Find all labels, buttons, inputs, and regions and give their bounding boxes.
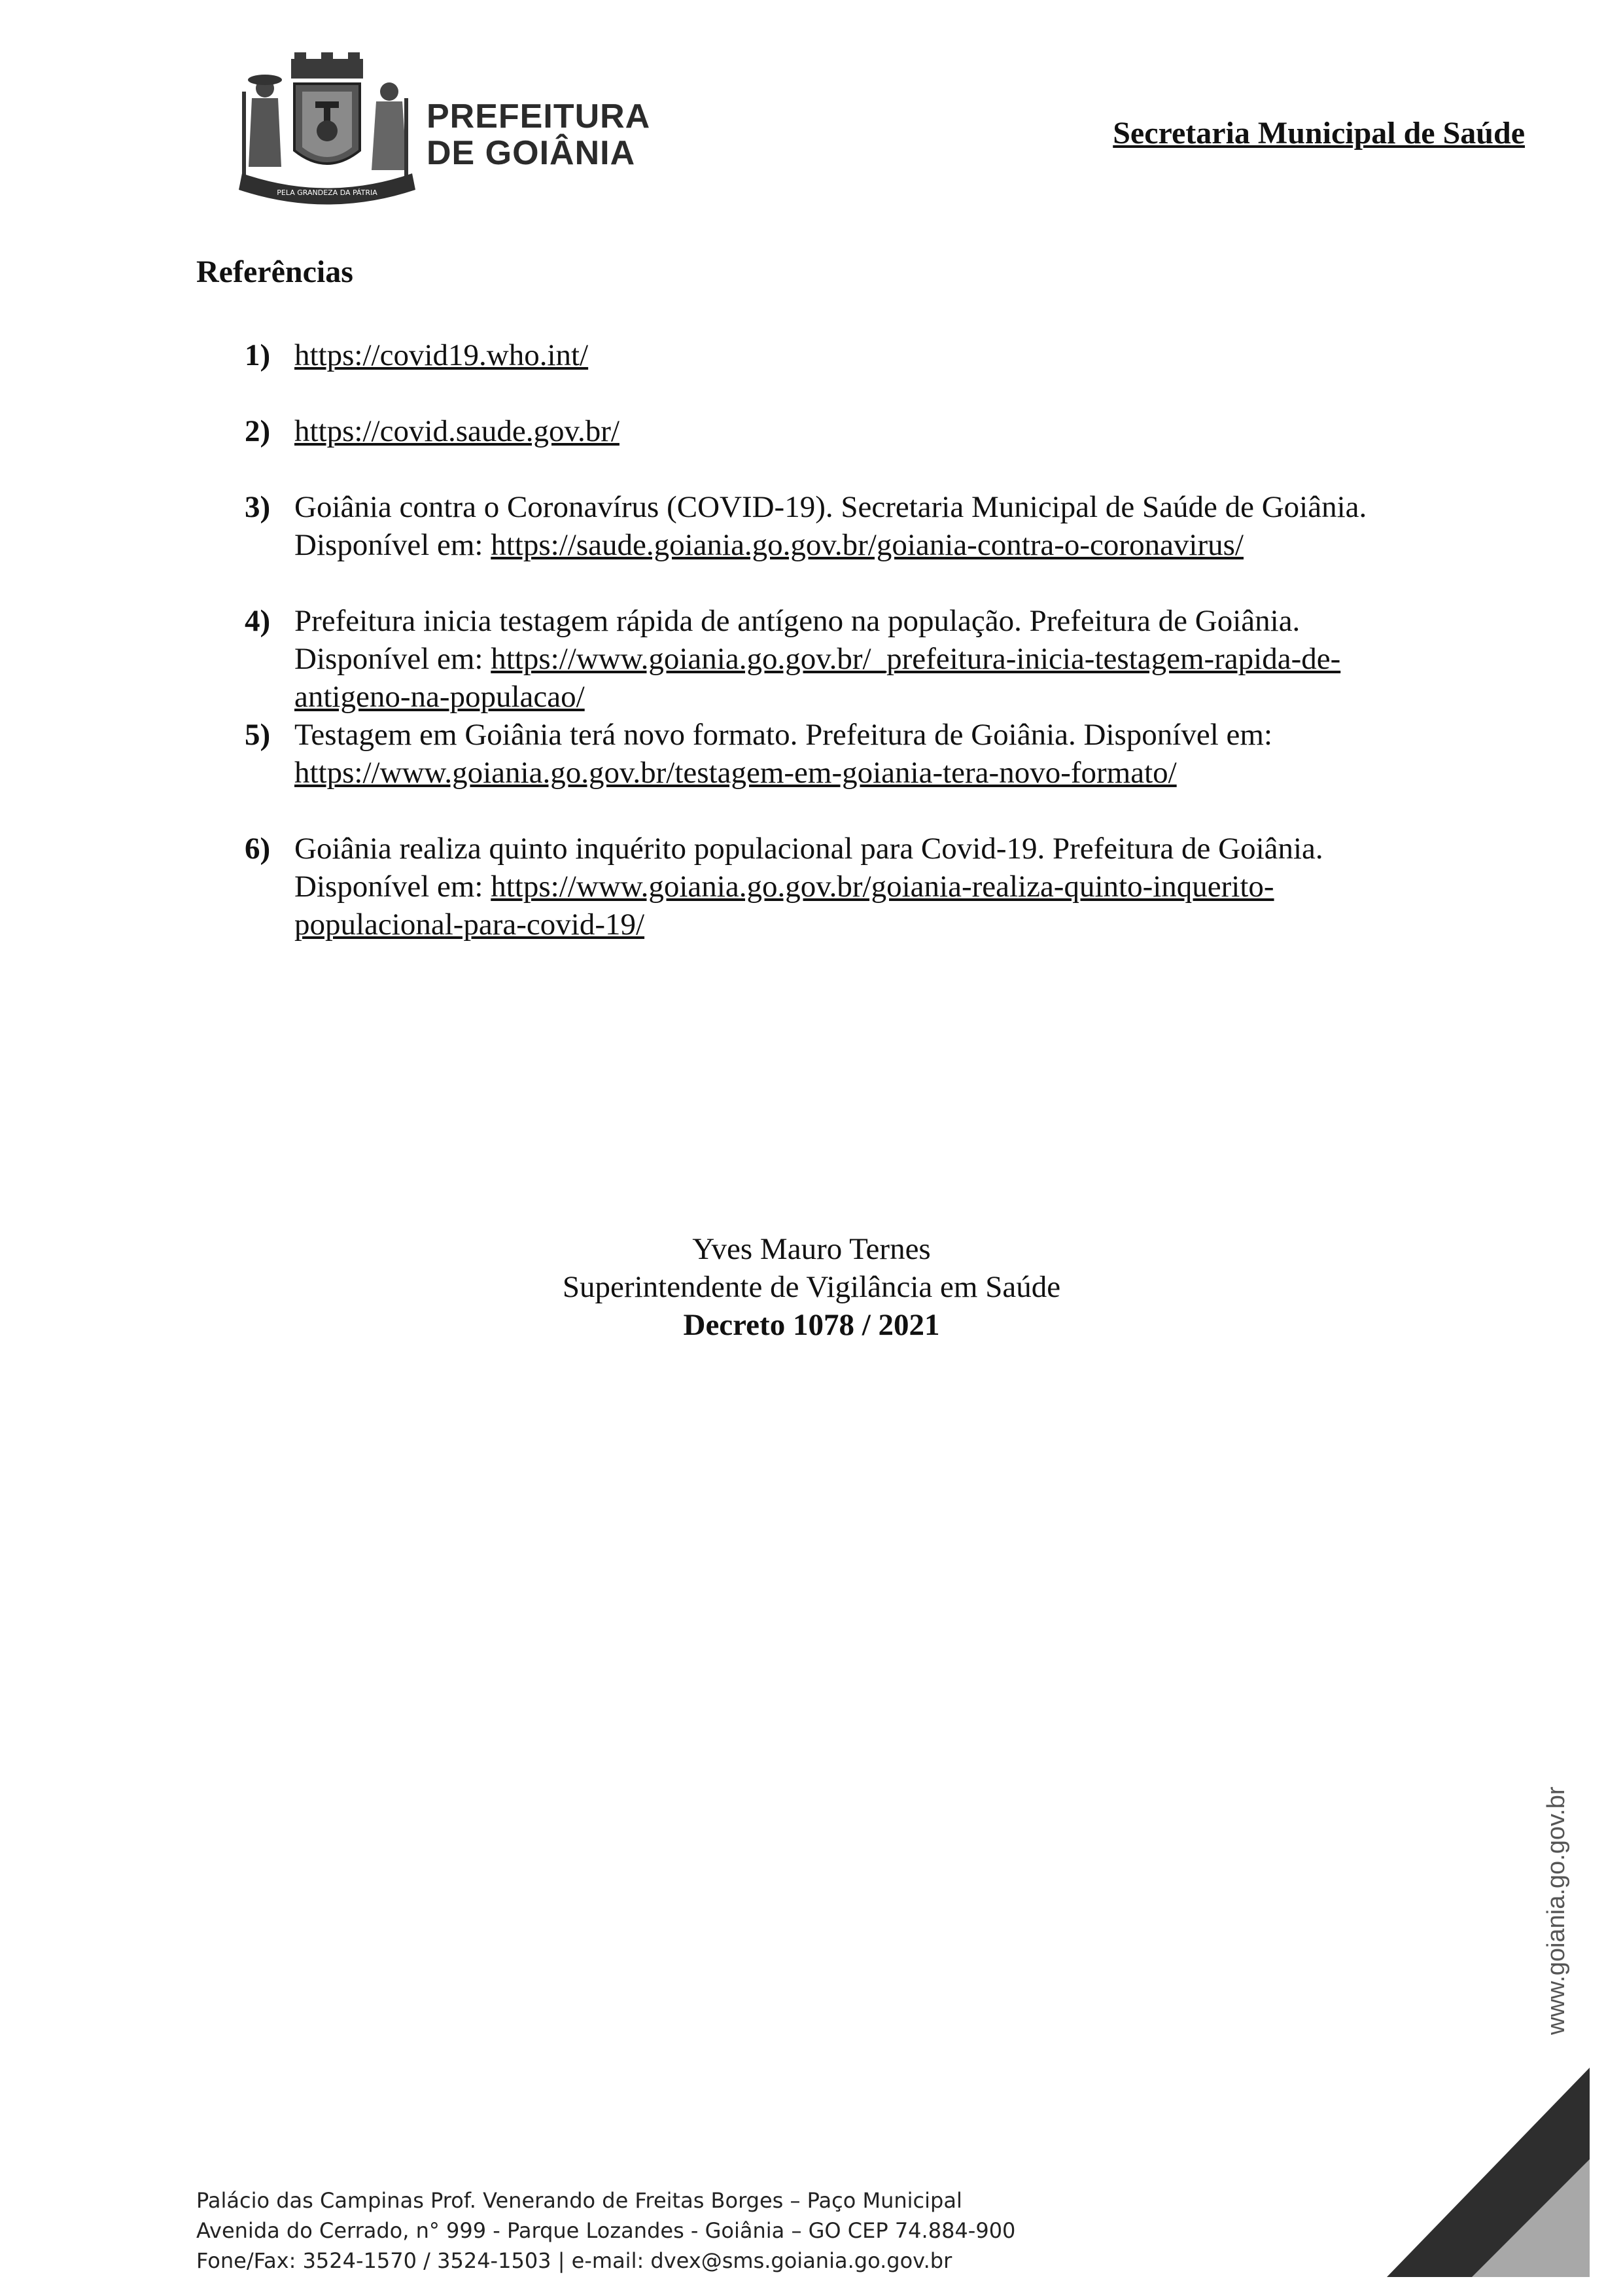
reference-number: 3) (245, 490, 271, 524)
reference-text: Goiânia contra o Coronavírus (COVID-19). Secretaria Municipal de Saúde de Goiânia. (294, 490, 1367, 524)
corner-triangle-decoration (1387, 2068, 1590, 2277)
footer-line-2: Avenida do Cerrado, n° 999 - Parque Lozandes - Goiânia – GO CEP 74.884-900 (196, 2218, 1016, 2243)
reference-item-1 (245, 336, 1488, 374)
reference-number: 6) (245, 832, 271, 866)
department-header: Secretaria Municipal de Saúde (1113, 116, 1525, 150)
reference-link[interactable]: https://covid19.who.int/ (294, 338, 589, 372)
reference-item-2 (245, 412, 1488, 450)
reference-link[interactable]: https://www.goiania.go.gov.br/_prefeitura-inicia-testagem-rapida-de- (491, 642, 1341, 676)
decree-number: Decreto 1078 / 2021 (683, 1308, 940, 1342)
reference-text: Testagem em Goiânia terá novo formato. Prefeitura de Goiânia. Disponível em: (294, 718, 1273, 752)
reference-item-3 (245, 488, 1488, 564)
logo-line-2: DE GOIÂNIA (427, 134, 636, 172)
reference-text: Prefeitura inicia testagem rápida de antígeno na população. Prefeitura de Goiânia. (294, 604, 1300, 638)
reference-link[interactable]: https://www.goiania.go.gov.br/testagem-em-goiania-tera-novo-formato/ (294, 756, 1177, 790)
reference-number: 1) (245, 338, 271, 372)
signer-name: Yves Mauro Ternes (692, 1232, 931, 1266)
references-title: Referências (196, 255, 353, 289)
reference-link-continued[interactable]: antigeno-na-populacao/ (294, 680, 585, 714)
reference-number: 4) (245, 604, 271, 638)
reference-label: Disponível em: (294, 642, 491, 676)
logo-motto: PELA GRANDEZA DA PÁTRIA (277, 188, 377, 197)
reference-text: Goiânia realiza quinto inquérito populacional para Covid-19. Prefeitura de Goiânia. (294, 832, 1323, 866)
reference-number: 2) (245, 414, 271, 448)
signer-role: Superintendente de Vigilância em Saúde (562, 1270, 1061, 1304)
logo-line-1: PREFEITURA (427, 97, 651, 135)
reference-link-continued[interactable]: populacional-para-covid-19/ (294, 908, 645, 942)
reference-label: Disponível em: (294, 870, 491, 904)
logo-text (427, 98, 650, 171)
footer-address (196, 2185, 1015, 2276)
side-website-url: www.goiania.go.gov.br (1543, 1786, 1570, 2035)
reference-link[interactable]: https://saude.goiania.go.gov.br/goiania-contra-o-coronavirus/ (491, 528, 1244, 562)
footer-line-1: Palácio das Campinas Prof. Venerando de Freitas Borges – Paço Municipal (196, 2188, 962, 2213)
reference-item-5 (245, 716, 1488, 792)
references-list (245, 336, 1488, 944)
reference-link[interactable]: https://www.goiania.go.gov.br/goiania-realiza-quinto-inquerito- (491, 870, 1274, 904)
footer-line-3: Fone/Fax: 3524-1570 / 3524-1503 | e-mail: dvex@sms.goiania.go.gov.br (196, 2248, 952, 2273)
signature-block (0, 1230, 1623, 1344)
reference-number: 5) (245, 718, 271, 752)
reference-item-4 (245, 602, 1488, 716)
reference-item-6 (245, 830, 1488, 944)
reference-label: Disponível em: (294, 528, 491, 562)
reference-link[interactable]: https://covid.saude.gov.br/ (294, 414, 620, 448)
coat-of-arms-icon (229, 52, 419, 209)
